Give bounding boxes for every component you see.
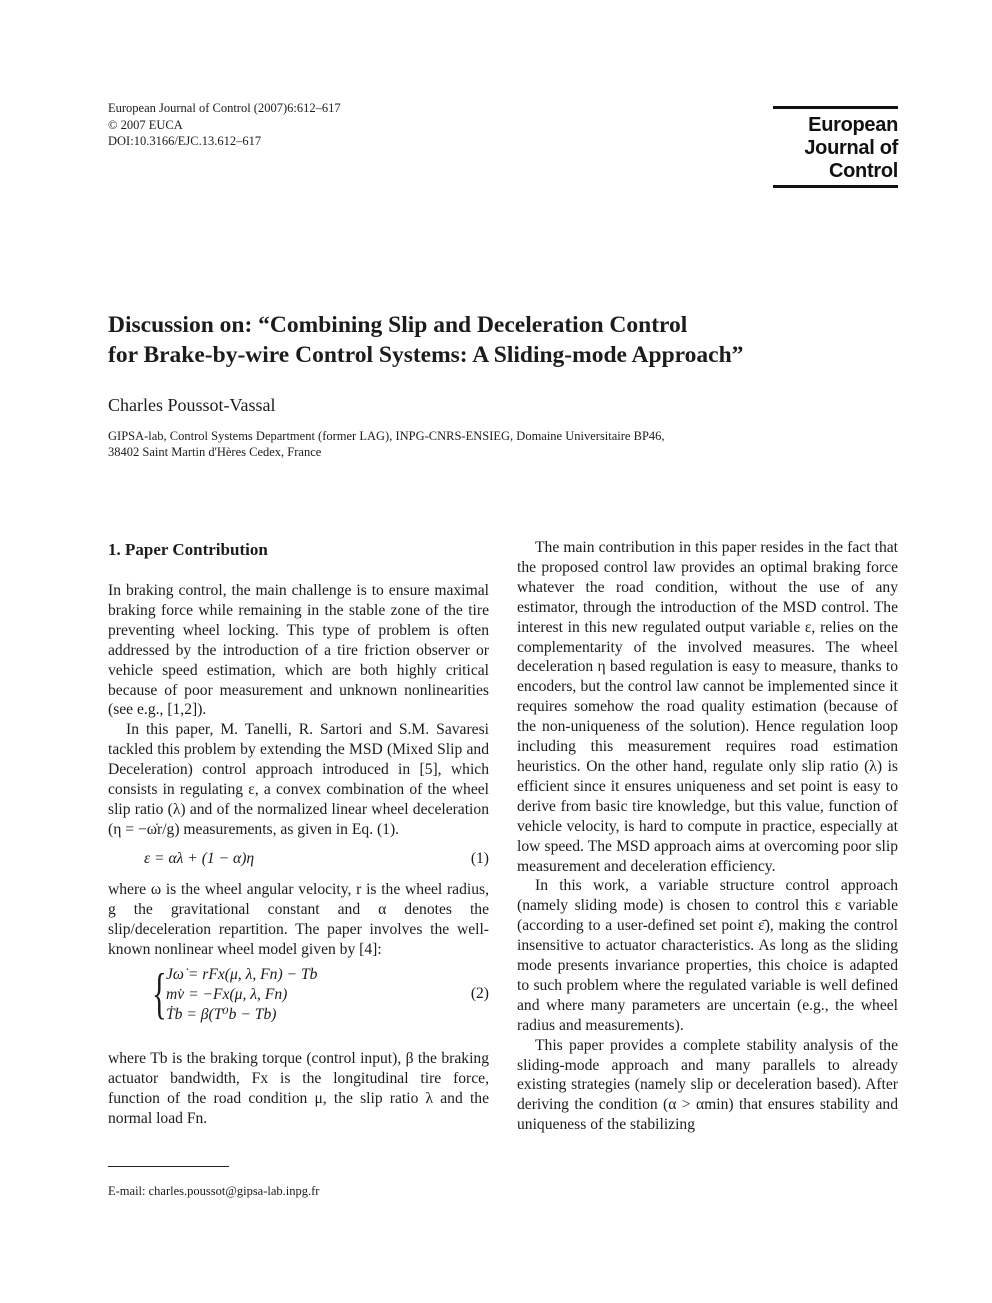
footnote-rule xyxy=(108,1166,229,1167)
footnote-email: E-mail: charles.poussot@gipsa-lab.inpg.fr xyxy=(108,1184,320,1198)
affiliation-line-1: GIPSA-lab, Control Systems Department (former LAG), INPG-CNRS-ENSIEG, Domaine Universitaire BP46, xyxy=(108,429,665,443)
paragraph: where Tb is the braking torque (control input), β the braking actuator bandwidth, Fx is the longitudinal tire force, function of the road condition μ, the slip ratio λ and the normal load Fn. xyxy=(108,1050,489,1128)
logo-top-rule xyxy=(773,106,898,109)
logo-bottom-rule xyxy=(773,185,898,188)
equation-1-number: (1) xyxy=(470,849,489,867)
right-column xyxy=(517,538,898,1135)
paragraph: where ω is the wheel angular velocity, r is the wheel radius, g the gravitational constant and α denotes the slip/deceleration repartition. The paper involves the well-known nonlinear wheel model given by [4]: xyxy=(108,880,489,958)
equation-2-brace: { xyxy=(152,963,167,1026)
title-line-1: Discussion on: “Combining Slip and Deceleration Control xyxy=(108,312,688,338)
left-column xyxy=(108,581,489,1129)
title-line-2: for Brake-by-wire Control Systems: A Sliding-mode Approach” xyxy=(108,342,744,368)
equation-2-line-1: Jω̇ = rFx(μ, λ, Fn) − Tb xyxy=(166,966,318,984)
paragraph: The main contribution in this paper resides in the fact that the proposed control law provides an optimal braking force whatever the road condition, without the use of any estimator, through the introduction of the MSD control. The interest in this new regulated output variable ε, relies on the complementarity of the involved measures. The wheel deceleration η based regulation is easy to measure, thanks to encoders, but the control law cannot be implemented since it requires somehow the road quality estimation (because of the non-uniqueness of the solution). Hence regulation loop including this measurement requires road estimation heuristics. On the other hand, regulate only slip ratio (λ) is efficient since it ensures uniqueness and set point is easy to derive from basic tire knowledge, but this value, function of vehicle velocity, is hard to compute in practice, especially at low speed. The MSD approach aims at overcoming poor slip measurement and deceleration efficiency. xyxy=(517,539,898,875)
equation-2-line-2: mv̇ = −Fx(μ, λ, Fn) xyxy=(166,986,288,1004)
paragraph: In this paper, M. Tanelli, R. Sartori and S.M. Savaresi tackled this problem by extending the MSD (Mixed Slip and Deceleration) control approach introduced in [5], which consists in regulating ε, a convex combination of the wheel slip ratio (λ) and of the normalized linear wheel deceleration (η = −ω̇r/g) measurements, as given in Eq. (1). xyxy=(108,721,489,838)
logo-text xyxy=(804,114,898,183)
affiliation-line-2: 38402 Saint Martin d'Hères Cedex, France xyxy=(108,445,322,459)
doi: DOI:10.3166/EJC.13.612–617 xyxy=(108,134,262,148)
journal-logo xyxy=(773,106,898,188)
author-name: Charles Poussot-Vassal xyxy=(108,395,276,415)
journal-citation: European Journal of Control (2007)6:612–617 xyxy=(108,101,341,115)
journal-meta xyxy=(108,100,341,150)
section-heading: 1. Paper Contribution xyxy=(108,540,268,559)
affiliation xyxy=(108,428,665,460)
paper-title xyxy=(108,310,828,370)
equation-2-system xyxy=(166,965,317,1025)
copyright: © 2007 EUCA xyxy=(108,117,183,132)
equation-1 xyxy=(108,840,489,880)
paragraph: This paper provides a complete stability analysis of the sliding-mode approach and many parallels to already existing strategies (namely slip or deceleration based). After deriving the condition (α > αmin) that ensures stability and uniqueness of the stabilizing xyxy=(517,1036,898,1134)
logo-line-3: Control xyxy=(829,160,898,182)
equation-1-body: ε = αλ + (1 − α)η xyxy=(144,849,255,867)
paragraph: In braking control, the main challenge is to ensure maximal braking force while remaining in the stable zone of the tire preventing wheel locking. This type of problem is often addressed by the introduction of a tire friction observer or vehicle speed estimation, which are both highly critical because of poor measurement and unknown nonlinearities (see e.g., [1,2]). xyxy=(108,582,489,719)
equation-2-line-3: Ṫb = β(T⁰b − Tb) xyxy=(166,1006,277,1024)
equation-2 xyxy=(108,965,489,1039)
paragraph: In this work, a variable structure control approach (namely sliding mode) is chosen to control this ε variable (according to a user-defined set point ε̄), making the control insensitive to actuator characteristics. As long as the sliding mode presents invariance properties, this choice is adapted to such problem where the regulated variable is well defined and where many parameters are uncertain (e.g., the wheel radius and measurements). xyxy=(517,877,898,1034)
logo-line-2: Journal of xyxy=(804,137,898,159)
equation-2-number: (2) xyxy=(470,985,489,1003)
logo-line-1: European xyxy=(808,114,898,136)
